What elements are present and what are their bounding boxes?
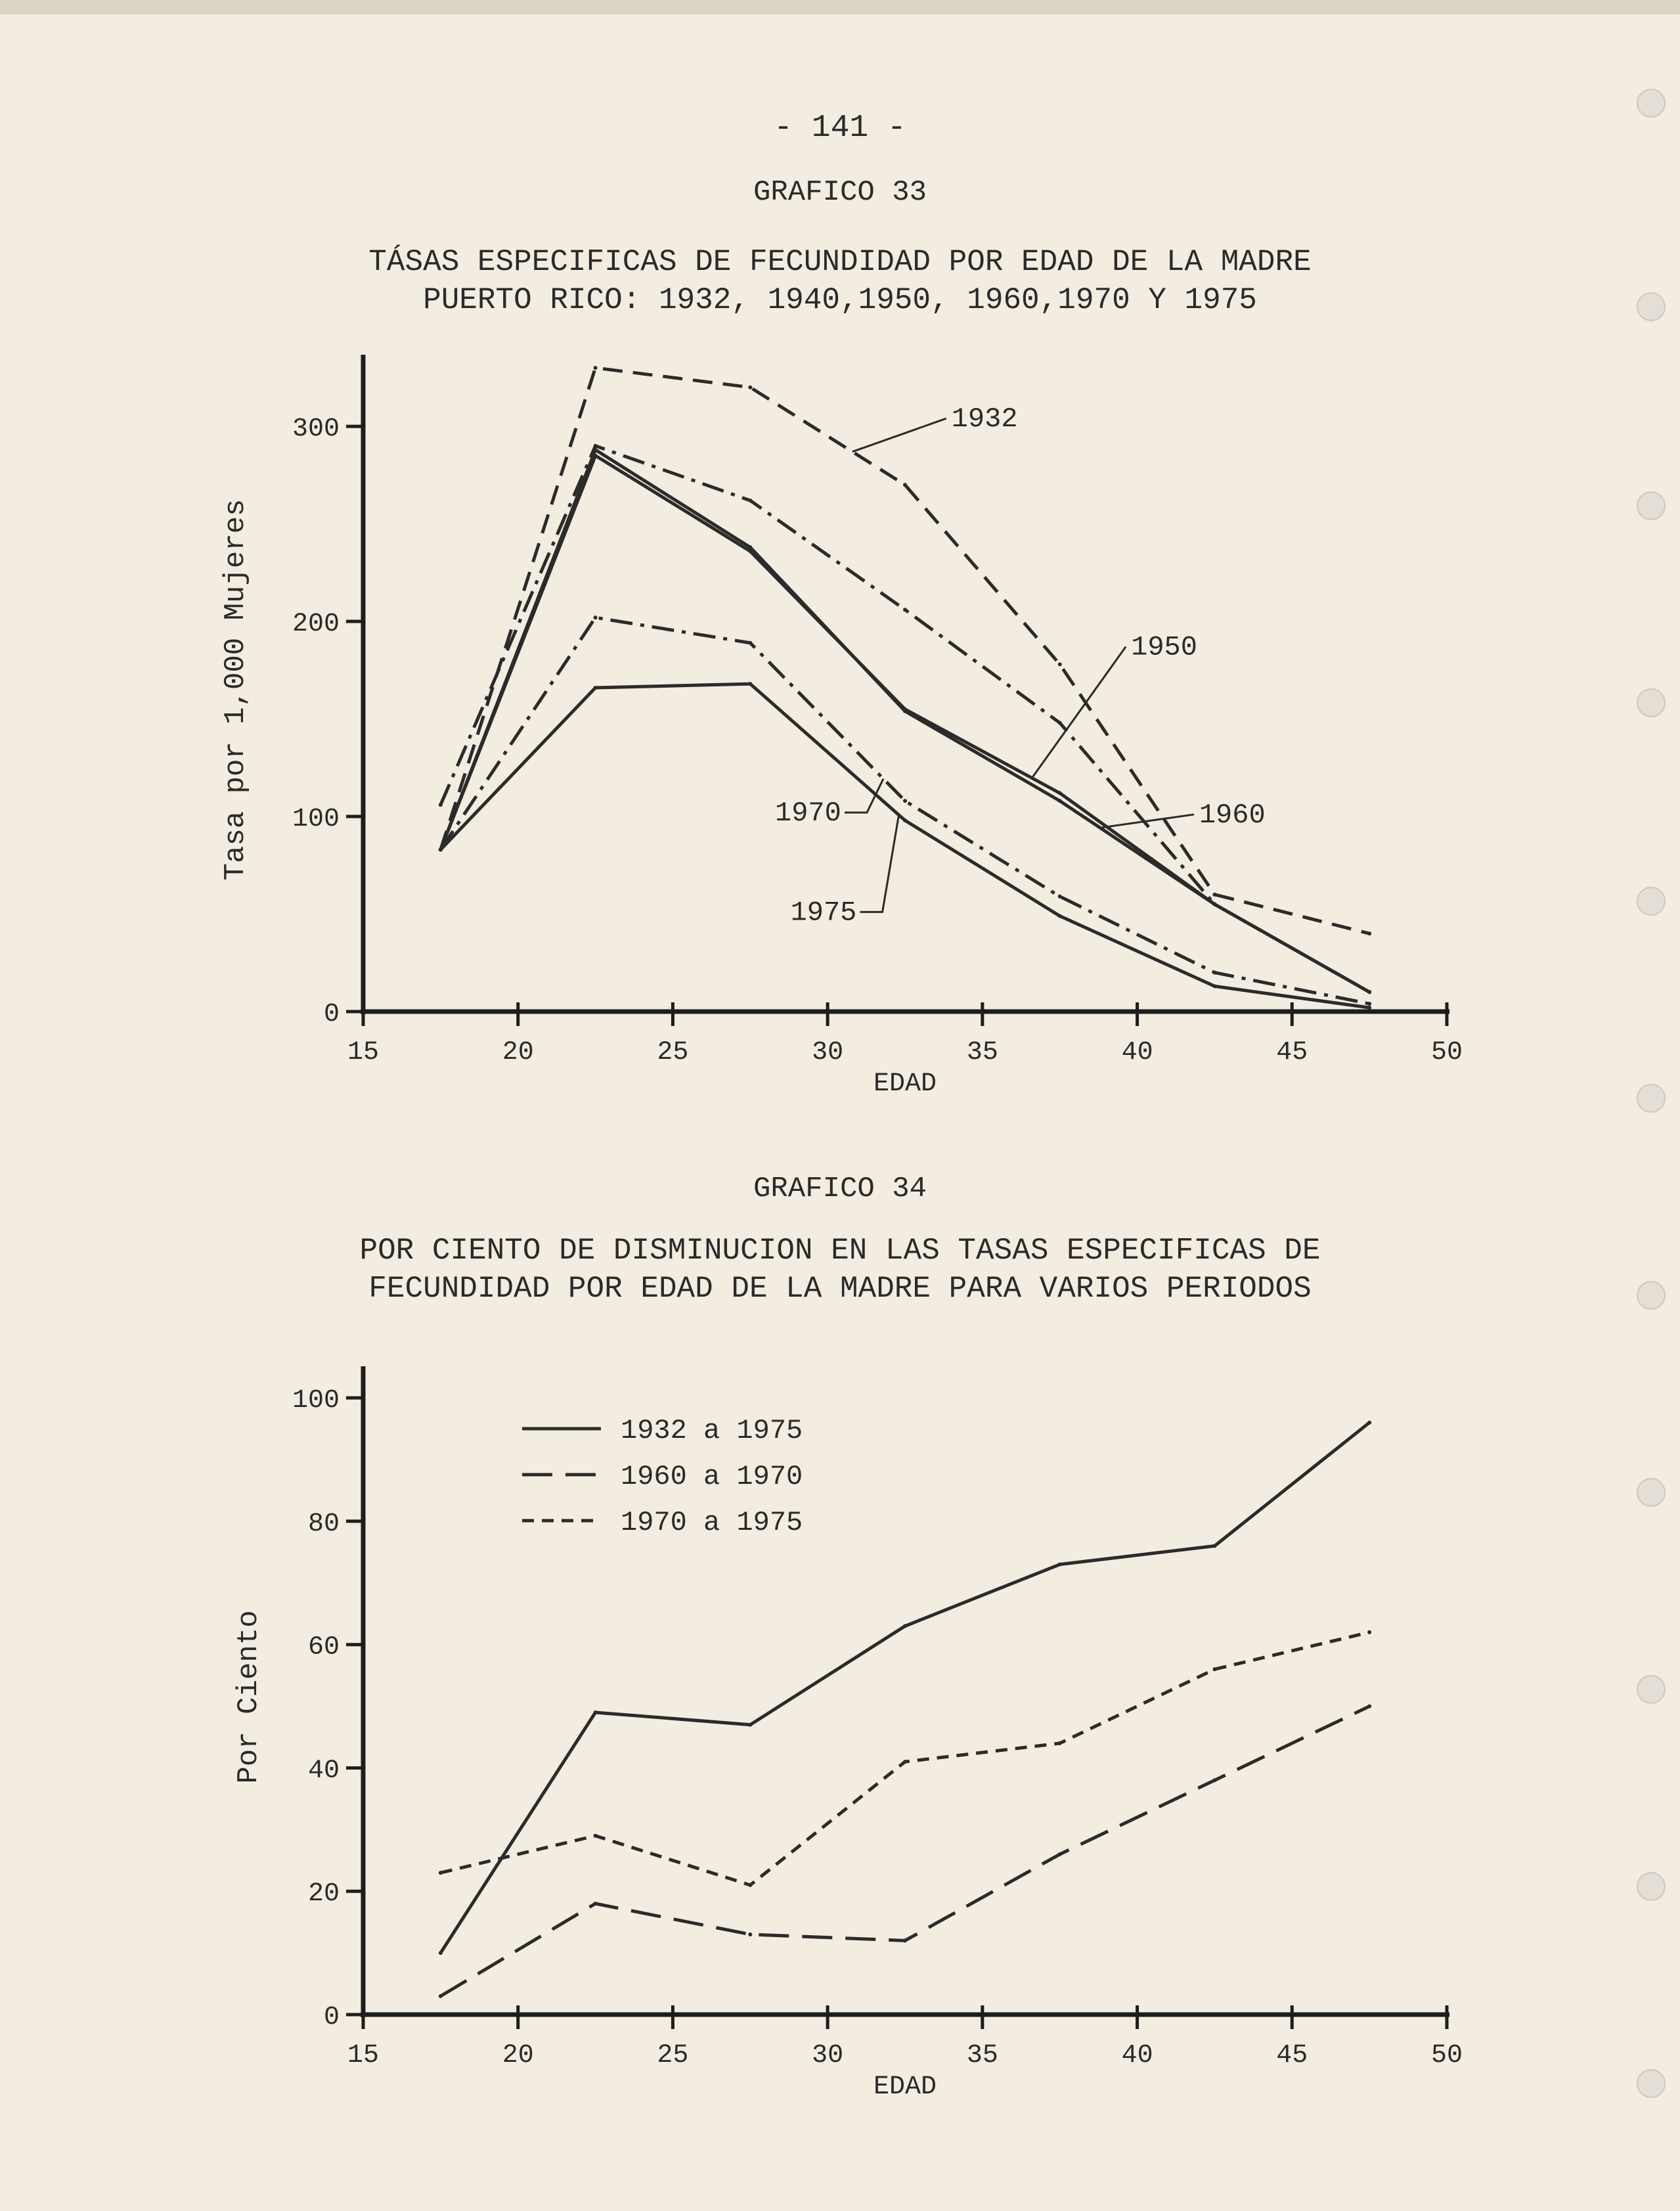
y-tick-label: 100	[292, 1386, 340, 1416]
x-tick-label: 30	[812, 1038, 844, 1067]
data-point	[1058, 1563, 1062, 1567]
data-point	[903, 483, 907, 487]
data-point	[1058, 721, 1062, 725]
series-label-1960: 1960	[1199, 799, 1266, 831]
data-point	[1367, 1002, 1371, 1006]
x-tick-label: 45	[1276, 1038, 1308, 1067]
y-tick-label: 300	[292, 414, 340, 445]
x-tick-label: 15	[347, 1038, 380, 1067]
chart-heading: GRAFICO 34	[753, 1172, 927, 1205]
data-point	[1212, 971, 1216, 975]
x-tick-label: 40	[1121, 2041, 1153, 2070]
chart-title-line-1: TÁSAS ESPECIFICAS DE FECUNDIDAD POR EDAD DE LA MADRE	[368, 245, 1312, 279]
data-point	[594, 366, 598, 370]
data-point	[439, 848, 443, 852]
y-tick-label: 0	[323, 2003, 340, 2032]
data-point	[1212, 893, 1216, 897]
data-point	[1212, 1544, 1216, 1548]
data-point	[439, 1951, 443, 1955]
y-tick-label: 60	[307, 1632, 340, 1663]
data-point	[1058, 1852, 1062, 1856]
annotation-leader	[1032, 647, 1126, 778]
x-tick-label: 15	[347, 2041, 380, 2070]
data-point	[1367, 1006, 1371, 1010]
data-point	[903, 799, 907, 803]
y-axis-label: Por Ciento	[232, 1610, 265, 1784]
x-tick-label: 30	[812, 2041, 844, 2070]
series-line-1932 a 1975	[441, 1423, 1369, 1953]
y-tick-label: 200	[292, 610, 340, 640]
data-point	[1058, 799, 1062, 803]
data-point	[1367, 990, 1371, 994]
data-point	[594, 615, 598, 619]
data-point	[439, 803, 443, 807]
data-point	[1212, 984, 1216, 988]
data-point	[748, 641, 752, 645]
data-point	[1212, 1667, 1216, 1671]
data-point	[903, 1760, 907, 1764]
series-label-1970: 1970	[775, 797, 841, 829]
series-line-1960 a 1970	[441, 1707, 1369, 1996]
data-point	[748, 499, 752, 502]
x-tick-label: 50	[1430, 1038, 1463, 1067]
data-point	[748, 386, 752, 390]
page-number: - 141 -	[774, 110, 906, 146]
data-point	[1058, 791, 1062, 795]
x-axis-label: EDAD	[873, 1069, 937, 1099]
y-tick-label: 40	[307, 1756, 340, 1786]
data-point	[594, 1834, 598, 1838]
x-tick-label: 45	[1276, 2041, 1308, 2070]
y-tick-label: 20	[307, 1879, 340, 1910]
series-line-1932	[441, 368, 1369, 933]
series-line-unlabeled-1	[441, 446, 1369, 993]
data-point	[1212, 1778, 1216, 1782]
data-point	[1367, 1421, 1371, 1425]
y-tick-label: 80	[307, 1509, 340, 1539]
data-point	[748, 1723, 752, 1727]
fertility-rate-chart	[0, 328, 1680, 1143]
chart-title-line-1: POR CIENTO DE DISMINUCION EN LAS TASAS ESPECIFICAS DE	[359, 1234, 1321, 1268]
data-point	[1058, 914, 1062, 918]
data-point	[594, 444, 598, 448]
data-point	[748, 1932, 752, 1936]
series-label-1975: 1975	[790, 897, 857, 929]
data-point	[903, 709, 907, 713]
y-axis-label: Tasa por 1,000 Mujeres	[219, 499, 252, 881]
percent-decline-chart	[0, 1353, 1680, 2122]
data-point	[903, 818, 907, 822]
data-point	[1058, 895, 1062, 899]
x-tick-label: 50	[1430, 2041, 1463, 2070]
chart-heading: GRAFICO 33	[753, 176, 927, 209]
data-point	[594, 1710, 598, 1714]
y-tick-label: 100	[292, 805, 340, 835]
data-point	[748, 682, 752, 686]
x-tick-label: 40	[1121, 1038, 1153, 1067]
data-point	[748, 1883, 752, 1887]
data-point	[903, 1938, 907, 1942]
data-point	[1058, 1741, 1062, 1745]
data-point	[1367, 1705, 1371, 1708]
data-point	[594, 1902, 598, 1906]
data-point	[1367, 1630, 1371, 1634]
x-axis-label: EDAD	[873, 2072, 937, 2102]
data-point	[439, 1871, 443, 1875]
data-point	[439, 1994, 443, 1998]
data-point	[903, 1624, 907, 1628]
chart-title-line-2: PUERTO RICO: 1932, 1940,1950, 1960,1970 Y 1975	[423, 283, 1257, 317]
series-label-1950: 1950	[1131, 631, 1197, 663]
series-line-1975	[441, 684, 1369, 1008]
data-point	[1367, 931, 1371, 935]
data-point	[594, 448, 598, 452]
data-point	[903, 608, 907, 612]
chart-title-line-2: FECUNDIDAD POR EDAD DE LA MADRE PARA VARIOS PERIODOS	[368, 1272, 1312, 1306]
annotation-leader	[852, 418, 946, 452]
x-tick-label: 20	[502, 1038, 534, 1067]
x-tick-label: 20	[502, 2041, 534, 2070]
series-line-1970 a 1975	[441, 1632, 1369, 1885]
series-line-1960	[441, 450, 1369, 993]
data-point	[1058, 662, 1062, 666]
legend-label: 1970 a 1975	[621, 1507, 803, 1538]
x-tick-label: 25	[657, 2041, 689, 2070]
data-point	[1212, 903, 1216, 906]
x-tick-label: 35	[966, 1038, 998, 1067]
data-point	[748, 545, 752, 549]
series-label-1932: 1932	[951, 403, 1018, 436]
x-tick-label: 25	[657, 1038, 689, 1067]
annotation-leader	[860, 815, 899, 912]
y-tick-label: 0	[323, 1000, 340, 1029]
data-point	[594, 686, 598, 690]
legend-label: 1932 a 1975	[621, 1415, 803, 1446]
legend-label: 1960 a 1970	[621, 1461, 803, 1492]
x-tick-label: 35	[966, 2041, 998, 2070]
